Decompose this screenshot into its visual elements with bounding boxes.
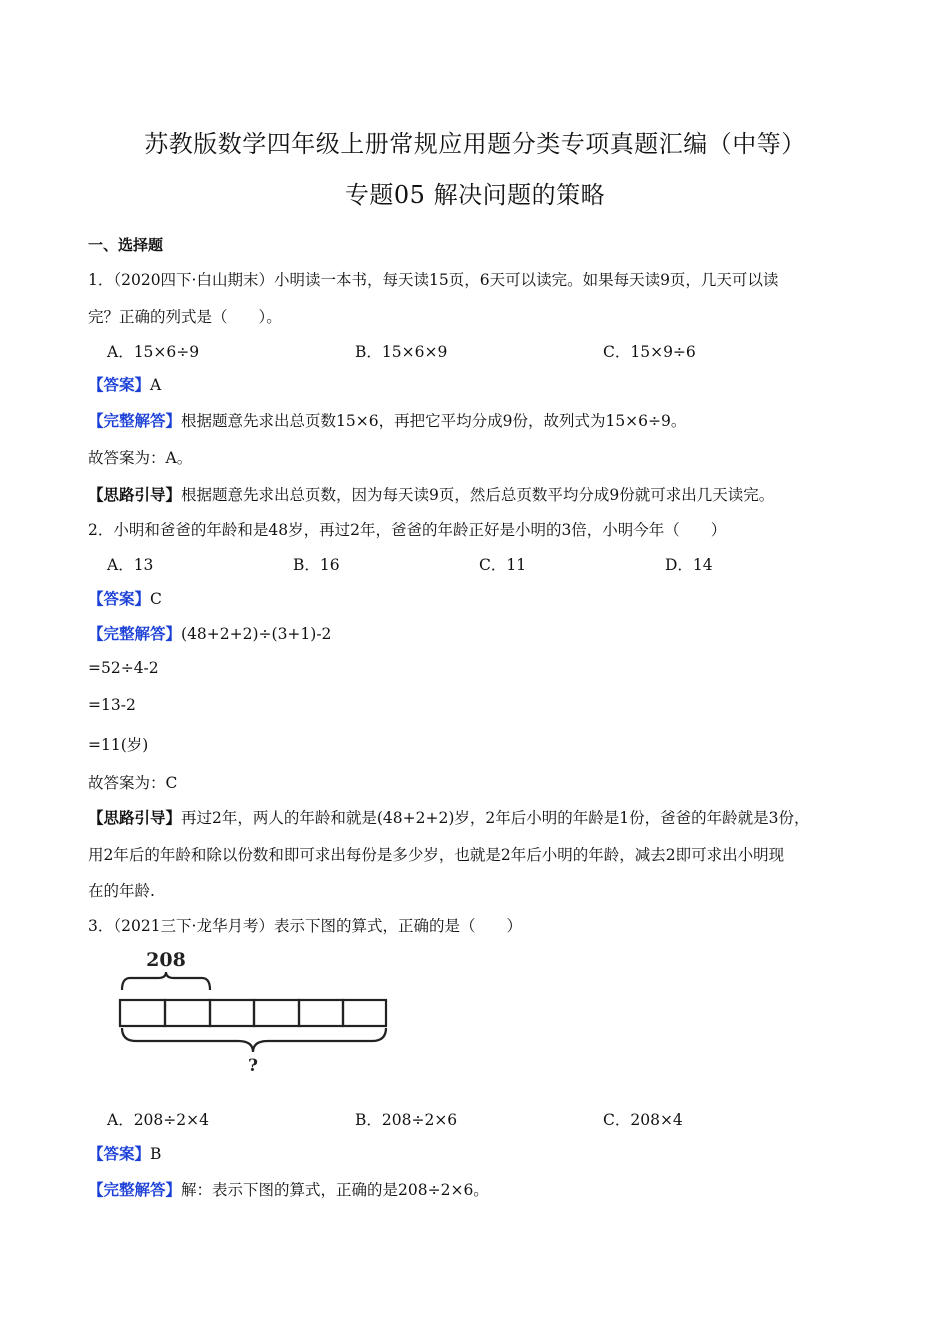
q2-solution-text: (48+2+2)÷(3+1)-2 xyxy=(181,625,332,643)
section-heading: 一、选择题 xyxy=(88,236,164,254)
q1-conclusion: 故答案为：A。 xyxy=(88,449,193,467)
q1-solution xyxy=(88,409,686,431)
q1-stem-line2: 完？正确的列式是（ ）。 xyxy=(88,308,282,326)
q2-step-3: =11(岁) xyxy=(88,736,149,754)
q1-hint-text: 根据题意先求出总页数，因为每天读9页，然后总页数平均分成9份就可求出几天读完。 xyxy=(181,486,775,504)
q2-option-a: A．13 xyxy=(107,556,154,574)
solution-tag: 【完整解答】 xyxy=(88,412,182,430)
q3-answer xyxy=(88,1142,161,1164)
solution-tag: 【完整解答】 xyxy=(88,1181,182,1199)
segment-box xyxy=(343,1000,386,1026)
q3-stem-line1: 3．（2021三下·龙华月考）表示下图的算式，正确的是（ ） xyxy=(88,917,522,935)
q1-option-b: B．15×6×9 xyxy=(355,343,448,361)
bottom-brace xyxy=(122,1028,386,1052)
document-subtitle: 专题05 解决问题的策略 xyxy=(344,181,606,209)
hint-tag: 【思路引导】 xyxy=(88,809,182,827)
segment-box xyxy=(165,1000,210,1026)
segment-box xyxy=(210,1000,254,1026)
answer-tag: 【答案】 xyxy=(88,1145,151,1163)
q3-solution xyxy=(88,1178,489,1200)
q2-option-c: C．11 xyxy=(479,556,527,574)
q3-solution-text: 解：表示下图的算式，正确的是208÷2×6。 xyxy=(181,1181,489,1199)
q1-option-c: C．15×9÷6 xyxy=(603,343,696,361)
q2-answer xyxy=(88,587,162,609)
top-label: 208 xyxy=(146,949,186,971)
bottom-label: ? xyxy=(248,1056,258,1076)
q1-option-a: A．15×6÷9 xyxy=(107,343,200,361)
q2-stem-line1: 2．小明和爸爸的年龄和是48岁，再过2年，爸爸的年龄正好是小明的3倍，小明今年（ ） xyxy=(88,521,727,539)
q2-option-b: B．16 xyxy=(293,556,340,574)
q2-hint-line2: 用2年后的年龄和除以份数和即可求出每份是多少岁，也就是2年后小明的年龄，减去2即可求出小明现 xyxy=(88,846,785,864)
q2-hint xyxy=(88,806,809,828)
q2-conclusion: 故答案为：C xyxy=(88,774,178,792)
q3-option-b: B．208÷2×6 xyxy=(355,1111,458,1129)
q3-option-c: C．208×4 xyxy=(603,1111,683,1129)
q2-step-1: =52÷4-2 xyxy=(88,659,159,677)
q3-segment-diagram xyxy=(110,944,400,1076)
segment-box xyxy=(254,1000,299,1026)
answer-tag: 【答案】 xyxy=(88,590,151,608)
document-title: 苏教版数学四年级上册常规应用题分类专项真题汇编（中等） xyxy=(144,130,806,158)
q1-answer-value: A xyxy=(150,376,162,394)
segment-box xyxy=(299,1000,343,1026)
q3-answer-value: B xyxy=(150,1145,162,1163)
q2-hint-line3: 在的年龄. xyxy=(88,882,155,900)
q2-answer-value: C xyxy=(150,590,162,608)
solution-tag: 【完整解答】 xyxy=(88,625,182,643)
top-brace xyxy=(122,972,210,990)
q1-solution-text: 根据题意先求出总页数15×6，再把它平均分成9份，故列式为15×6÷9。 xyxy=(181,412,687,430)
q3-option-a: A．208÷2×4 xyxy=(107,1111,209,1129)
q1-answer xyxy=(88,373,161,395)
q1-stem-line1: 1．（2020四下·白山期末）小明读一本书，每天读15页，6天可以读完。如果每天读9页，几天可以读 xyxy=(88,271,779,289)
answer-tag: 【答案】 xyxy=(88,376,151,394)
q2-hint-line1: 再过2年，两人的年龄和就是(48+2+2)岁，2年后小明的年龄是1份，爸爸的年龄就是3份， xyxy=(181,809,810,827)
hint-tag: 【思路引导】 xyxy=(88,486,182,504)
q2-option-d: D．14 xyxy=(665,556,713,574)
q2-solution xyxy=(88,622,331,644)
q2-step-2: =13-2 xyxy=(88,696,136,714)
segment-box xyxy=(120,1000,165,1026)
q1-hint xyxy=(88,483,774,505)
